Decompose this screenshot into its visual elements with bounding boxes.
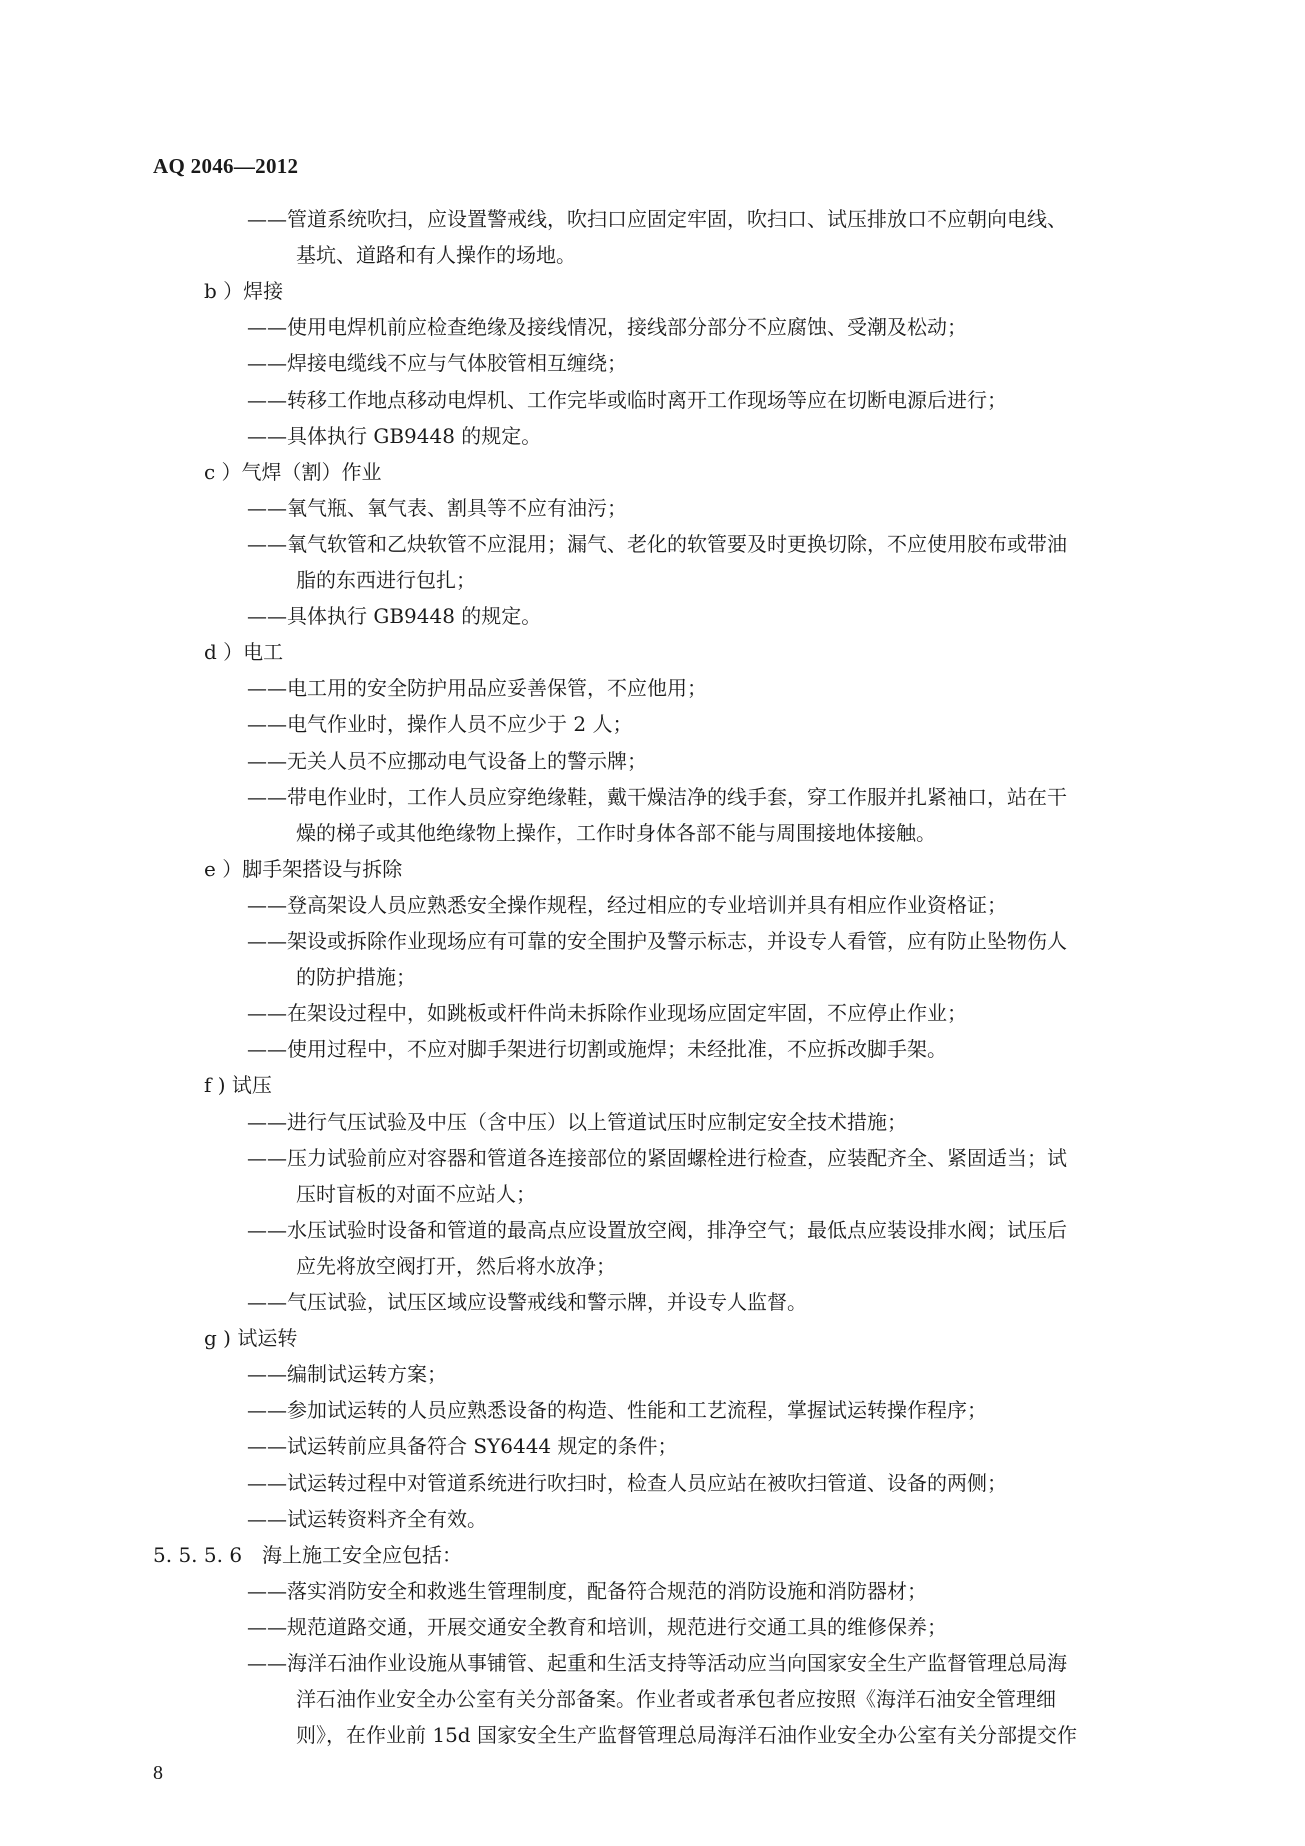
list-item: ——转移工作地点移动电焊机、工作完毕或临时离开工作现场等应在切断电源后进行； xyxy=(247,387,1007,412)
list-item: ——试运转前应具备符合 SY6444 规定的条件； xyxy=(247,1434,678,1459)
list-item: ——氧气瓶、氧气表、割具等不应有油污； xyxy=(247,495,627,520)
list-item: ——电工用的安全防护用品应妥善保管，不应他用； xyxy=(247,676,707,701)
list-item: ——使用过程中，不应对脚手架进行切割或施焊；未经批准，不应拆改脚手架。 xyxy=(247,1037,947,1062)
list-item-continuation: 的防护措施； xyxy=(296,965,416,990)
list-item: ——水压试验时设备和管道的最高点应设置放空阀，排净空气；最低点应装设排水阀；试压后 xyxy=(247,1217,1067,1242)
list-item: ——登高架设人员应熟悉安全操作规程，经过相应的专业培训并具有相应作业资格证； xyxy=(247,892,1007,917)
list-item: ——规范道路交通，开展交通安全教育和培训，规范进行交通工具的维修保养； xyxy=(247,1614,947,1639)
list-item: ——架设或拆除作业现场应有可靠的安全围护及警示标志，并设专人看管，应有防止坠物伤人 xyxy=(247,929,1067,953)
list-item: ——焊接电缆线不应与气体胶管相互缠绕； xyxy=(247,351,627,376)
subsection-heading: g ) 试运转 xyxy=(204,1326,298,1351)
list-item: ——进行气压试验及中压（含中压）以上管道试压时应制定安全技术措施； xyxy=(247,1109,907,1134)
list-item-continuation: 脂的东西进行包扎； xyxy=(296,568,476,592)
list-item: ——管道系统吹扫，应设置警戒线，吹扫口应固定牢固，吹扫口、试压排放口不应朝向电线、 xyxy=(247,207,1067,231)
list-item-continuation: 基坑、道路和有人操作的场地。 xyxy=(296,243,576,268)
subsection-heading: b ）焊接 xyxy=(204,279,284,304)
list-item: ——压力试验前应对容器和管道各连接部位的紧固螺栓进行检查，应装配齐全、紧固适当；试 xyxy=(247,1145,1067,1170)
list-item: ——编制试运转方案； xyxy=(247,1362,447,1387)
list-item-continuation: 洋石油作业安全办公室有关分部备案。作业者或者承包者应按照《海洋石油安全管理细 xyxy=(296,1687,1056,1712)
list-item: ——参加试运转的人员应熟悉设备的构造、性能和工艺流程，掌握试运转操作程序； xyxy=(247,1398,987,1423)
list-item: ——试运转过程中对管道系统进行吹扫时，检查人员应站在被吹扫管道、设备的两侧； xyxy=(247,1470,1007,1495)
list-item: ——无关人员不应挪动电气设备上的警示牌； xyxy=(247,748,647,773)
list-item: ——电气作业时，操作人员不应少于 2 人； xyxy=(247,712,633,737)
list-item: ——海洋石油作业设施从事铺管、起重和生活支持等活动应当向国家安全生产监督管理总局海 xyxy=(247,1651,1067,1675)
subsection-heading: c ）气焊（割）作业 xyxy=(204,459,382,484)
list-item-continuation: 压时盲板的对面不应站人； xyxy=(296,1181,536,1206)
document-code-header: AQ 2046—2012 xyxy=(153,154,299,178)
section-heading: 5. 5. 5. 6 海上施工安全应包括： xyxy=(153,1542,463,1567)
list-item: ——试运转资料齐全有效。 xyxy=(247,1506,487,1531)
list-item: ——具体执行 GB9448 的规定。 xyxy=(247,423,542,448)
subsection-heading: f ) 试压 xyxy=(204,1073,272,1098)
subsection-heading: e ）脚手架搭设与拆除 xyxy=(204,856,403,881)
list-item: ——带电作业时，工作人员应穿绝缘鞋，戴干燥洁净的线手套，穿工作服并扎紧袖口，站在干 xyxy=(247,784,1067,809)
subsection-heading: d ）电工 xyxy=(204,640,284,665)
page-number: 8 xyxy=(153,1762,163,1784)
list-item-continuation: 燥的梯子或其他绝缘物上操作，工作时身体各部不能与周围接地体接触。 xyxy=(296,820,936,845)
list-item-continuation: 则》，在作业前 15d 国家安全生产监督管理总局海洋石油作业安全办公室有关分部提交作 xyxy=(296,1723,1077,1748)
list-item: ——氧气软管和乙炔软管不应混用；漏气、老化的软管要及时更换切除，不应使用胶布或带油 xyxy=(247,531,1067,556)
list-item: ——气压试验，试压区域应设警戒线和警示牌，并设专人监督。 xyxy=(247,1290,807,1314)
list-item: ——具体执行 GB9448 的规定。 xyxy=(247,604,542,629)
list-item: ——在架设过程中，如跳板或杆件尚未拆除作业现场应固定牢固，不应停止作业； xyxy=(247,1001,967,1026)
list-item-continuation: 应先将放空阀打开，然后将水放净； xyxy=(296,1253,616,1278)
list-item: ——落实消防安全和救逃生管理制度，配备符合规范的消防设施和消防器材； xyxy=(247,1578,927,1603)
list-item: ——使用电焊机前应检查绝缘及接线情况，接线部分部分不应腐蚀、受潮及松动； xyxy=(247,315,967,340)
